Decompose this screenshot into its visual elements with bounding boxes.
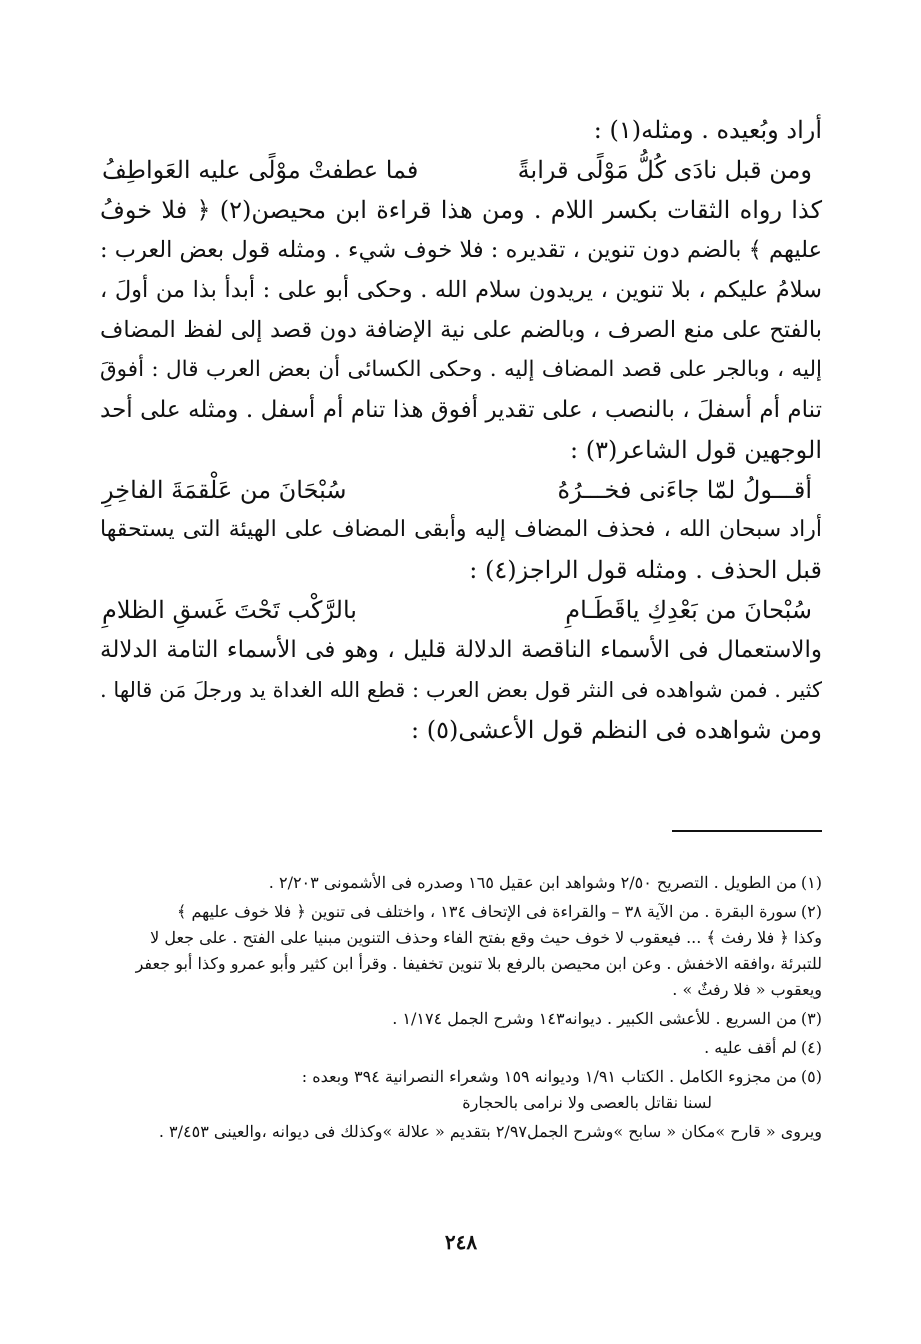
footnote-2 [100,899,822,1003]
verse-hemistich-first: سُبْحانَ من بَعْدِكِ ياقَطَـامِ [565,596,812,624]
footnote-4 [100,1035,822,1061]
text-line: الوجهين قول الشاعر(٣) : [570,436,822,464]
verse-hemistich-second: سُبْحَانَ من عَلْقمَةَ الفاخِرِ [102,476,347,504]
footnote-number: (٤) [800,1038,822,1057]
text-line: والاستعمال فى الأسماء الناقصة الدلالة قليل ، وهو فى الأسماء التامة الدلالة [100,637,822,663]
footnote-3 [100,1006,822,1032]
paragraph-2 [100,510,822,590]
text-line: ومن شواهده فى النظم قول الأعشى(٥) : [411,716,822,744]
text-line: إليه ، وبالجر على قصد المضاف إليه . وحكى الكسائى أن بعض العرب قال : أفوقَ [100,357,822,382]
verse-hemistich-second: فما عطفتْ موْلًى عليه العَواطِفُ [102,156,419,184]
paragraph-intro [100,110,822,150]
text-line: سلامُ عليكم ، بلا تنوين ، يريدون سلام الله . وحكى أبو على : أبدأ بذا من أولَ ، [100,277,822,303]
main-text [100,110,822,750]
footnotes [100,870,822,1148]
footnote-text: لم أقف عليه . [704,1038,797,1057]
footnote-text: من مجزوء الكامل . الكتاب ١/٩١ وديوانه ١٥٩ وشعراء النصرانية ٣٩٤ وبعده : [301,1067,797,1086]
footnote-divider [672,830,822,832]
verse-hemistich-first: ومن قبل نادَى كُلُّ مَوْلًى قرابةً [517,156,812,184]
text-line: أراد وبُعيده . ومثله(١) : [593,116,822,144]
footnote-number: (٢) [800,902,822,921]
footnote-verse: لسنا نقاتل بالعصى ولا نرامى بالحجارة [462,1093,712,1112]
text-line: كثير . فمن شواهده فى النثر قول بعض العرب : قطع الله الغداة يد ورجلَ مَن قالها . [100,678,822,702]
text-line: كذا رواه الثقات بكسر اللام . ومن هذا قراءة ابن محيصن(٢) ﴿ فلا خوفُ [100,196,823,224]
text-line: قبل الحذف . ومثله قول الراجز(٤) : [469,556,822,584]
footnote-number: (٥) [800,1067,822,1086]
verse-hemistich-first: أقـــولُ لمّا جاءَنى فخـــرُهُ [557,476,812,504]
verse-hemistich-second: بالرَّكْب تَحْتَ غَسقِ الظلامِ [102,596,357,624]
footnote-text: من الطويل . التصريح ٢/٥٠ وشواهد ابن عقيل ١٦٥ وصدره فى الأشمونى ٢/٢٠٣ . [268,873,797,892]
paragraph-3 [100,630,822,750]
text-line: أراد سبحان الله ، فحذف المضاف إليه وأبقى المضاف على الهيئة التى يستحقها [100,517,822,542]
book-page [100,110,822,1300]
footnote-text: من السريع . للأعشى الكبير . ديوانه١٤٣ وشرح الجمل ١/١٧٤ . [392,1009,797,1028]
footnote-text: سورة البقرة . من الآية ٣٨ – والقراءة فى الإتحاف ١٣٤ ، واختلف فى تنوين ﴿ فلا خوف عليهم ﴾ [177,902,797,921]
verse-1 [100,150,822,190]
text-line: عليهم ﴾ بالضم دون تنوين ، تقديره : فلا خوف شيء . ومثله قول بعض العرب : [100,237,822,263]
paragraph-1 [100,190,822,470]
footnote-text: للتبرئة ،وافقه الاخفش . وعن ابن محيصن بالرفع بلا تنوين تخفيفا . وقرأ ابن كثير وأبو عمرو وكذا أبو جعفر [135,954,822,973]
footnote-tail [100,1119,822,1145]
footnote-number: (٣) [800,1009,822,1028]
footnote-5 [100,1064,822,1116]
text-line: تنام أم أسفلَ ، بالنصب ، على تقدير أفوق هذا تنام أم أسفل . ومثله على أحد [100,397,822,423]
text-line: بالفتح على منع الصرف ، وبالضم على نية الإضافة دون قصد إلى لفظ المضاف [100,317,822,343]
page-number: ٢٤٨ [444,1230,478,1254]
footnote-1 [100,870,822,896]
footnote-number: (١) [800,873,822,892]
footnote-text: ويعقوب « فلا رفثٌ » . [672,980,822,999]
verse-2 [100,470,822,510]
verse-3 [100,590,822,630]
footnote-text: وكذا ﴿ فلا رفث ﴾ ... فيعقوب لا خوف حيث وقع بفتح الفاء وحذف التنوين مبنيا على الفتح . على جعل لا [150,928,822,947]
footnote-text: ويروى « قارح »مكان « سابح »وشرح الجمل٢/٩٧ بتقديم « علالة »وكذلك فى ديوانه ،والعينى ٣/٤٥٣ . [158,1122,822,1141]
